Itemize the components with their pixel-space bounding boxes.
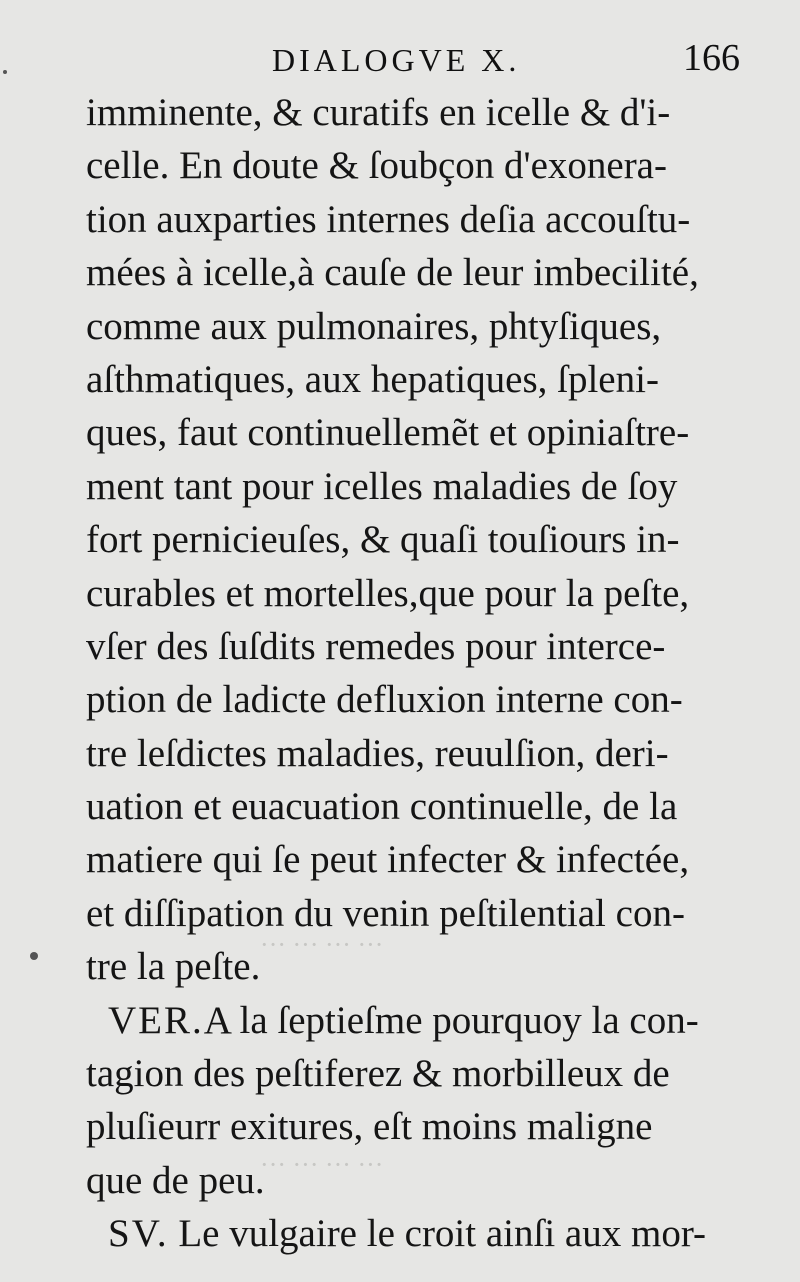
text-line: que de peu. xyxy=(86,1158,265,1202)
text-line: mées à icelle,à cauſe de leur imbecilité, xyxy=(86,251,699,295)
text-block xyxy=(86,86,756,1261)
text-line: A la ſeptieſme pourquoy la con- xyxy=(203,998,699,1042)
text-line: Le vulgaire le croit ainſi aux mor- xyxy=(178,1212,707,1256)
text-line: tion auxparties internes deſia accouſtu- xyxy=(86,197,691,241)
text-line: uation et euacuation continuelle, de la xyxy=(86,785,678,829)
text-line: curables et mortelles,que pour la peſte, xyxy=(86,571,690,615)
running-title: DIALOGVE X. xyxy=(272,42,521,78)
text-line: ques, faut continuellemẽt et opiniaſtre- xyxy=(86,411,690,455)
bleed-through-text: ··· ··· ··· ··· xyxy=(260,930,384,959)
text-line: ment tant pour icelles maladies de ſoy xyxy=(86,464,678,508)
speaker-ver: VER. xyxy=(108,998,204,1042)
text-line: et diſſipation du venin peſtilential con- xyxy=(86,891,685,935)
text-line: vſer des ſuſdits remedes pour interce- xyxy=(86,624,666,668)
text-line: matiere qui ſe peut infecter & infectée, xyxy=(86,838,690,882)
speaker-su: SV. xyxy=(108,1212,169,1256)
text-line: imminente, & curatifs en icelle & d'i- xyxy=(86,91,671,134)
paragraph-su-first-line xyxy=(86,1207,756,1260)
bleed-through-text: ··· ··· ··· ··· xyxy=(260,1150,384,1179)
text-line: tagion des peſtiferez & morbilleux de xyxy=(86,1052,670,1096)
margin-dot xyxy=(3,70,7,74)
text-line: aſthmatiques, aux hepatiques, ſpleni- xyxy=(86,357,659,401)
text-line: ption de ladicte defluxion interne con- xyxy=(86,678,683,722)
page-header xyxy=(0,36,800,86)
page-number: 166 xyxy=(683,37,740,79)
text-line: pluſieurr exitures, eſt moins maligne xyxy=(86,1105,653,1149)
text-line: fort pernicieuſes, & quaſi touſiours in- xyxy=(86,518,680,562)
margin-dot xyxy=(30,952,38,960)
paragraph-ver-first-line xyxy=(86,994,756,1047)
text-line: comme aux pulmonaires, phtyſiques, xyxy=(86,304,662,348)
text-line: tre leſdictes maladies, reuulſion, deri- xyxy=(86,731,669,775)
text-line: celle. En doute & ſoubçon d'exonera- xyxy=(86,144,667,188)
text-line: tre la peſte. xyxy=(86,945,261,989)
